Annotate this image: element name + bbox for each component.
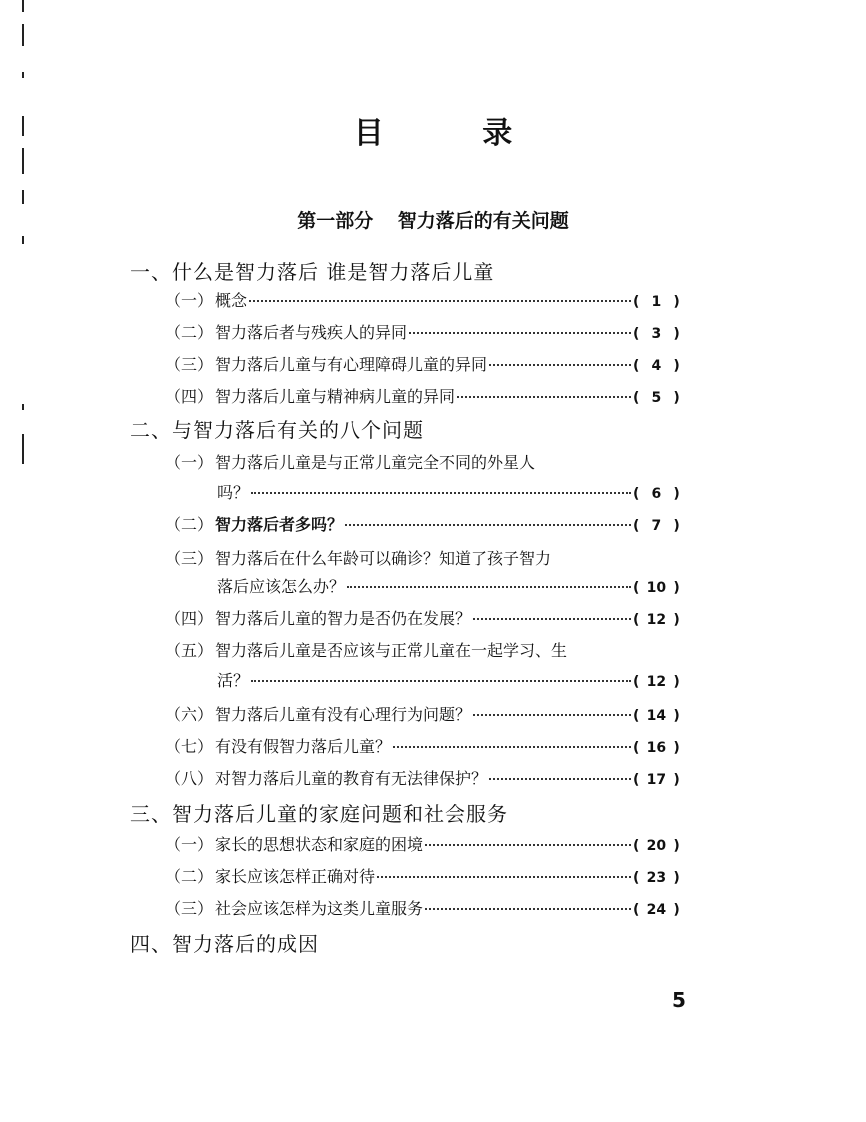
toc-entry[interactable] [217, 480, 695, 503]
dot-leader [251, 492, 631, 494]
entry-number: （二） [165, 867, 214, 886]
entry-page: ( 4 ) [633, 358, 680, 374]
entry-page: ( 16 ) [633, 740, 680, 756]
dot-leader [473, 714, 631, 716]
entry-number: （二） [165, 515, 214, 534]
toc-entry-first-line[interactable] [165, 450, 535, 473]
entry-number: （四） [165, 387, 214, 406]
part-title: 第一部分 智力落后的有关问题 [297, 210, 569, 232]
toc-entry[interactable] [217, 574, 695, 597]
toc-entry[interactable] [165, 864, 695, 887]
entry-number: （五） [165, 641, 214, 660]
entry-label: 对智力落后儿童的教育有无法律保护？ [215, 769, 488, 788]
dot-leader [473, 618, 631, 620]
entry-number: （四） [165, 609, 214, 628]
entry-label-cont: 活？ [217, 671, 250, 690]
toc-entry[interactable] [165, 734, 695, 757]
entry-page: ( 14 ) [633, 708, 680, 724]
entry-label: 家长的思想状态和家庭的困境 [215, 835, 424, 854]
dot-leader [489, 778, 631, 780]
section-heading: 四、智力落后的成因 [130, 932, 319, 956]
scan-artifact [22, 24, 24, 46]
entry-page: ( 1 ) [633, 294, 680, 310]
scan-artifact [22, 236, 24, 244]
entry-label-cont: 吗？ [217, 483, 250, 502]
toc-entry[interactable] [165, 766, 695, 789]
entry-label: 社会应该怎样为这类儿童服务 [215, 899, 424, 918]
scan-artifact [22, 72, 24, 78]
dot-leader [409, 332, 631, 334]
toc-entry[interactable] [165, 288, 695, 311]
dot-leader [489, 364, 631, 366]
dot-leader [345, 524, 631, 526]
dot-leader [425, 844, 631, 846]
entry-label: 智力落后者与残疾人的异同 [215, 323, 408, 342]
toc-entry[interactable] [165, 384, 695, 407]
entry-number: （七） [165, 737, 214, 756]
toc-entry[interactable] [165, 320, 695, 343]
page-number: 5 [672, 988, 686, 1012]
dot-leader [377, 876, 631, 878]
toc-entry[interactable] [165, 352, 695, 375]
entry-page: ( 6 ) [633, 486, 680, 502]
section-heading: 一、什么是智力落后 谁是智力落后儿童 [130, 260, 495, 284]
entry-label: 智力落后儿童的智力是否仍在发展？ [215, 609, 472, 628]
toc-entry-first-line[interactable] [165, 638, 567, 661]
dot-leader [425, 908, 631, 910]
toc-entry[interactable] [165, 896, 695, 919]
entry-label: 智力落后儿童与有心理障碍儿童的异同 [215, 355, 488, 374]
dot-leader [457, 396, 631, 398]
scan-artifact [22, 190, 24, 204]
dot-leader [249, 300, 631, 302]
toc-entry[interactable] [217, 668, 695, 691]
scan-artifact [22, 434, 24, 464]
entry-page: ( 12 ) [633, 674, 680, 690]
toc-entry[interactable] [165, 832, 695, 855]
entry-number: （八） [165, 769, 214, 788]
entry-label: 智力落后者多吗？ [215, 515, 344, 534]
entry-label: 智力落后儿童与精神病儿童的异同 [215, 387, 456, 406]
entry-page: ( 20 ) [633, 838, 680, 854]
toc-entry[interactable] [165, 702, 695, 725]
toc-entry[interactable] [165, 606, 695, 629]
entry-page: ( 7 ) [633, 518, 680, 534]
entry-page: ( 17 ) [633, 772, 680, 788]
dot-leader [251, 680, 631, 682]
dot-leader [347, 586, 631, 588]
entry-page: ( 24 ) [633, 902, 680, 918]
entry-page: ( 5 ) [633, 390, 680, 406]
entry-number: （二） [165, 323, 214, 342]
entry-page: ( 23 ) [633, 870, 680, 886]
toc-entry[interactable] [165, 512, 695, 535]
entry-label: 概念 [215, 291, 248, 310]
entry-number: （三） [165, 355, 214, 374]
entry-label: 智力落后儿童是否应该与正常儿童在一起学习、生 [215, 641, 568, 660]
entry-label: 智力落后儿童是与正常儿童完全不同的外星人 [215, 453, 536, 472]
toc-entry-first-line[interactable] [165, 546, 551, 569]
entry-number: （一） [165, 291, 214, 310]
scan-artifact [22, 404, 24, 410]
scan-artifact [22, 0, 24, 12]
entry-page: ( 10 ) [633, 580, 680, 596]
entry-number: （一） [165, 835, 214, 854]
entry-label: 家长应该怎样正确对待 [215, 867, 376, 886]
entry-number: （三） [165, 899, 214, 918]
entry-label: 有没有假智力落后儿童？ [215, 737, 392, 756]
entry-label-cont: 落后应该怎么办？ [217, 577, 346, 596]
dot-leader [393, 746, 631, 748]
entry-label: 智力落后儿童有没有心理行为问题？ [215, 705, 472, 724]
toc-title: 目 录 [353, 116, 557, 151]
entry-label: 智力落后在什么年龄可以确诊？知道了孩子智力 [215, 549, 552, 568]
section-heading: 二、与智力落后有关的八个问题 [130, 418, 424, 442]
entry-page: ( 12 ) [633, 612, 680, 628]
entry-number: （三） [165, 549, 214, 568]
entry-number: （六） [165, 705, 214, 724]
entry-page: ( 3 ) [633, 326, 680, 342]
section-heading: 三、智力落后儿童的家庭问题和社会服务 [130, 802, 508, 826]
entry-number: （一） [165, 453, 214, 472]
